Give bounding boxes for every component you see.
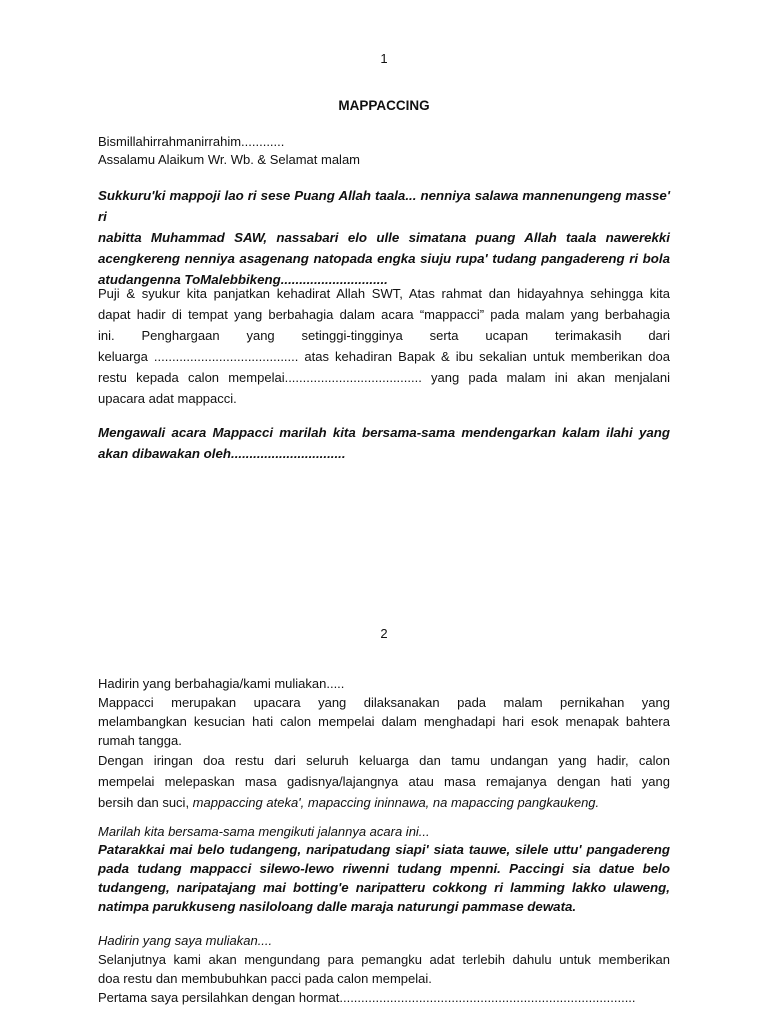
gratitude-line: keluarga ........................................ atas kehadiran Bapak & ibu sekalian untuk memberikan doa bbox=[98, 349, 670, 364]
gratitude-line: ini. Penghargaan yang setinggi-tingginya serta ucapan terimakasih dari bbox=[98, 328, 670, 343]
intro-line: Hadirin yang berbahagia/kami muliakan..... bbox=[98, 676, 345, 691]
bugis-line: natimpa parukkuseng nasiloloang dalle maraja naturungi pammase dewata. bbox=[98, 899, 577, 914]
opening-line: Sukkuru'ki mappoji lao ri sese Puang Allah taala... nenniya salawa mannenungeng masse' ri bbox=[98, 188, 670, 224]
closing-paragraph bbox=[98, 950, 670, 1007]
greeting-line: Assalamu Alaikum Wr. Wb. & Selamat malam bbox=[98, 152, 361, 167]
kalam-line: akan dibawakan oleh............................... bbox=[98, 446, 346, 461]
gratitude-line: upacara adat mappacci. bbox=[98, 391, 237, 406]
intro-paragraph bbox=[98, 674, 670, 813]
kalam-line: Mengawali acara Mappacci marilah kita bersama-sama mendengarkan kalam ilahi yang bbox=[98, 425, 670, 440]
intro-line: melambangkan kesucian hati calon mempelai dalam menghadapi hari esok menapak bahtera bbox=[98, 714, 670, 729]
closing-heading: Hadirin yang saya muliakan.... bbox=[98, 933, 273, 948]
closing-line: Selanjutnya kami akan mengundang para pemangku adat terlebih dahulu untuk memberikan bbox=[98, 952, 670, 967]
opening-line: atudangenna ToMalebbikeng............................. bbox=[98, 272, 388, 287]
closing-line: Pertama saya persilahkan dengan hormat.................................................................................. bbox=[98, 990, 636, 1005]
gratitude-paragraph bbox=[98, 283, 670, 409]
bugis-line: pada tudang mappacci silewo-lewo riwenni tudang mpenni. Paccingi sia datue belo bbox=[98, 861, 670, 876]
intro-line: mempelai melepaskan masa gadisnya/lajangnya atau masa remajanya dengan hati yang bbox=[98, 774, 670, 789]
intro-line: rumah tangga. bbox=[98, 733, 182, 748]
intro-last-plain: bersih dan suci, bbox=[98, 795, 193, 810]
bugis-line: Patarakkai mai belo tudangeng, naripatudang siapi' siata tauwe, silele uttu' pangadereng bbox=[98, 842, 670, 857]
opening-line: nabitta Muhammad SAW, nassabari elo ulle simatana puang Allah taala nawerekki bbox=[98, 230, 670, 245]
intro-line: Dengan iringan doa restu dari seluruh keluarga dan tamu undangan yang hadir, calon bbox=[98, 753, 670, 768]
kalam-paragraph bbox=[98, 422, 670, 464]
bugis-line: tudangeng, naripatajang mai botting'e naripatteru cokkong ri lamming lakko ulaweng, bbox=[98, 880, 670, 895]
bugis-paragraph bbox=[98, 840, 670, 916]
page-number-1: 1 bbox=[380, 51, 388, 66]
intro-line bbox=[98, 792, 670, 813]
intro-last-italic: mappaccing ateka', mapaccing ininnawa, na mapaccing pangkaukeng. bbox=[192, 795, 600, 810]
opening-line: acengkereng nenniya asagenang natopada engka siuju rupa' tudang pangadereng ri bola bbox=[98, 251, 670, 266]
document-title: MAPPACCING bbox=[338, 98, 430, 113]
greeting-line: Bismillahirrahmanirrahim............ bbox=[98, 134, 285, 149]
closing-line: doa restu dan membubuhkan pacci pada calon mempelai. bbox=[98, 971, 432, 986]
gratitude-line: dapat hadir di tempat yang berbahagia dalam acara “mappacci” pada malam yang berbahagia bbox=[98, 307, 670, 322]
follow-line: Marilah kita bersama-sama mengikuti jalannya acara ini... bbox=[98, 824, 430, 839]
greeting bbox=[98, 133, 670, 169]
page-number-2: 2 bbox=[380, 626, 388, 641]
gratitude-line: restu kepada calon mempelai...................................... yang pada malam ini akan menjalani bbox=[98, 370, 670, 385]
opening-paragraph bbox=[98, 185, 670, 290]
intro-line: Mappacci merupakan upacara yang dilaksanakan pada malam pernikahan yang bbox=[98, 695, 670, 710]
gratitude-line: Puji & syukur kita panjatkan kehadirat Allah SWT, Atas rahmat dan hidayahnya sehingga kita bbox=[98, 286, 670, 301]
